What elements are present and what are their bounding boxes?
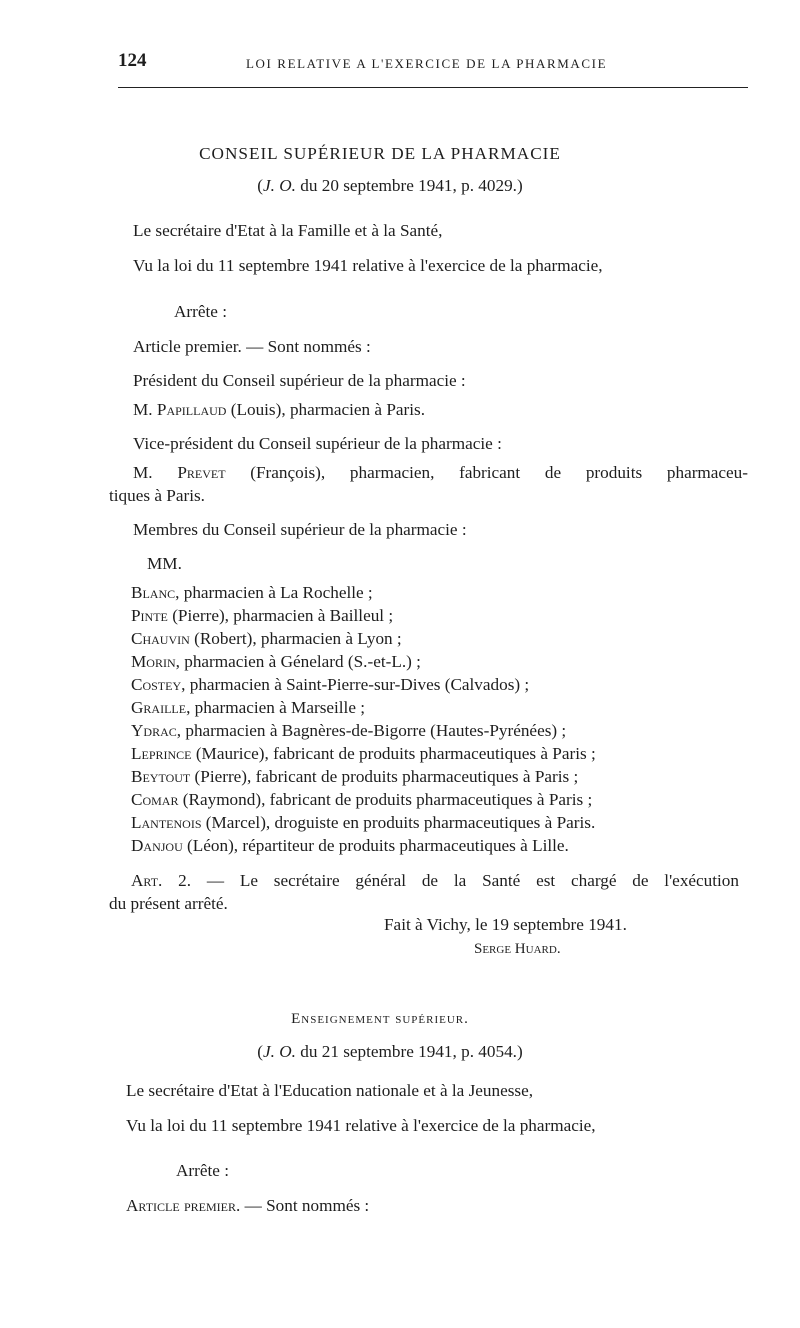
members-heading: Membres du Conseil supérieur de la pharmacie : — [133, 520, 467, 539]
source-journal-abbrev: J. O. — [263, 176, 296, 195]
vice-president-heading: Vice-président du Conseil supérieur de la pharmacie : — [133, 434, 502, 453]
section-title-enseignement: Enseignement supérieur. — [291, 1011, 469, 1027]
vice-president-name: Prevet — [177, 463, 226, 482]
preamble: Le secrétaire d'Etat à la Famille et à la Santé, — [133, 221, 443, 240]
arrete-2: Arrête : — [176, 1161, 229, 1180]
article-2-label: Art. 2. — [131, 871, 192, 890]
signatory: Serge Huard. — [474, 941, 561, 957]
source-reference: (J. O. du 20 septembre 1941, p. 4029.) — [257, 176, 523, 195]
article-2-line2: du présent arrêté. — [109, 894, 228, 913]
list-item: Lantenois (Marcel), droguiste en produits pharmaceutiques à Paris. — [131, 813, 596, 832]
vice-president-entry-line1: M. Prevet (François), pharmacien, fabricant de produits pharmaceu- — [133, 463, 748, 482]
article-2-line1: Art. 2. — Le secrétaire général de la Santé est chargé de l'exécution — [131, 871, 739, 890]
list-item: Graille, pharmacien à Marseille ; — [131, 698, 366, 717]
header-rule — [118, 87, 748, 88]
article-premier: Article premier. — Sont nommés : — [133, 337, 371, 356]
page-number: 124 — [118, 50, 147, 71]
president-heading: Président du Conseil supérieur de la pharmacie : — [133, 371, 466, 390]
list-item: Leprince (Maurice), fabricant de produits pharmaceutiques à Paris ; — [131, 744, 596, 763]
arrete: Arrête : — [174, 302, 227, 321]
vu-clause: Vu la loi du 11 septembre 1941 relative à l'exercice de la pharmacie, — [133, 256, 603, 275]
list-item: Chauvin (Robert), pharmacien à Lyon ; — [131, 629, 402, 648]
preamble-2: Le secrétaire d'Etat à l'Education nationale et à la Jeunesse, — [126, 1081, 534, 1100]
signed-place-date: Fait à Vichy, le 19 septembre 1941. — [384, 915, 627, 934]
vice-president-entry-line2: tiques à Paris. — [109, 486, 205, 505]
source-journal-abbrev-2: J. O. — [263, 1042, 296, 1061]
article-premier-label-2: Article premier. — [126, 1196, 241, 1215]
mm-label: MM. — [147, 554, 182, 573]
president-entry: M. Papillaud (Louis), pharmacien à Paris. — [133, 400, 425, 419]
list-item: Costey, pharmacien à Saint-Pierre-sur-Dives (Calvados) ; — [131, 675, 530, 694]
president-name: Papillaud — [156, 400, 227, 419]
list-item: Pinte (Pierre), pharmacien à Bailleul ; — [131, 606, 394, 625]
running-title: LOI RELATIVE A L'EXERCICE DE LA PHARMACIE — [246, 56, 608, 71]
list-item: Comar (Raymond), fabricant de produits pharmaceutiques à Paris ; — [131, 790, 593, 809]
source-reference-2: (J. O. du 21 septembre 1941, p. 4054.) — [257, 1042, 523, 1061]
list-item: Danjou (Léon), répartiteur de produits pharmaceutiques à Lille. — [131, 836, 569, 855]
page-header — [118, 50, 748, 78]
list-item: Blanc, pharmacien à La Rochelle ; — [131, 583, 373, 602]
list-item: Morin, pharmacien à Génelard (S.-et-L.) ; — [131, 652, 421, 671]
article-premier-2: Article premier. — Sont nommés : — [126, 1196, 370, 1215]
list-item: Ydrac, pharmacien à Bagnères-de-Bigorre (Hautes-Pyrénées) ; — [131, 721, 567, 740]
list-item: Beytout (Pierre), fabricant de produits pharmaceutiques à Paris ; — [131, 767, 579, 786]
section-title-conseil: CONSEIL SUPÉRIEUR DE LA PHARMACIE — [199, 144, 561, 163]
vu-clause-2: Vu la loi du 11 septembre 1941 relative à l'exercice de la pharmacie, — [126, 1116, 596, 1135]
